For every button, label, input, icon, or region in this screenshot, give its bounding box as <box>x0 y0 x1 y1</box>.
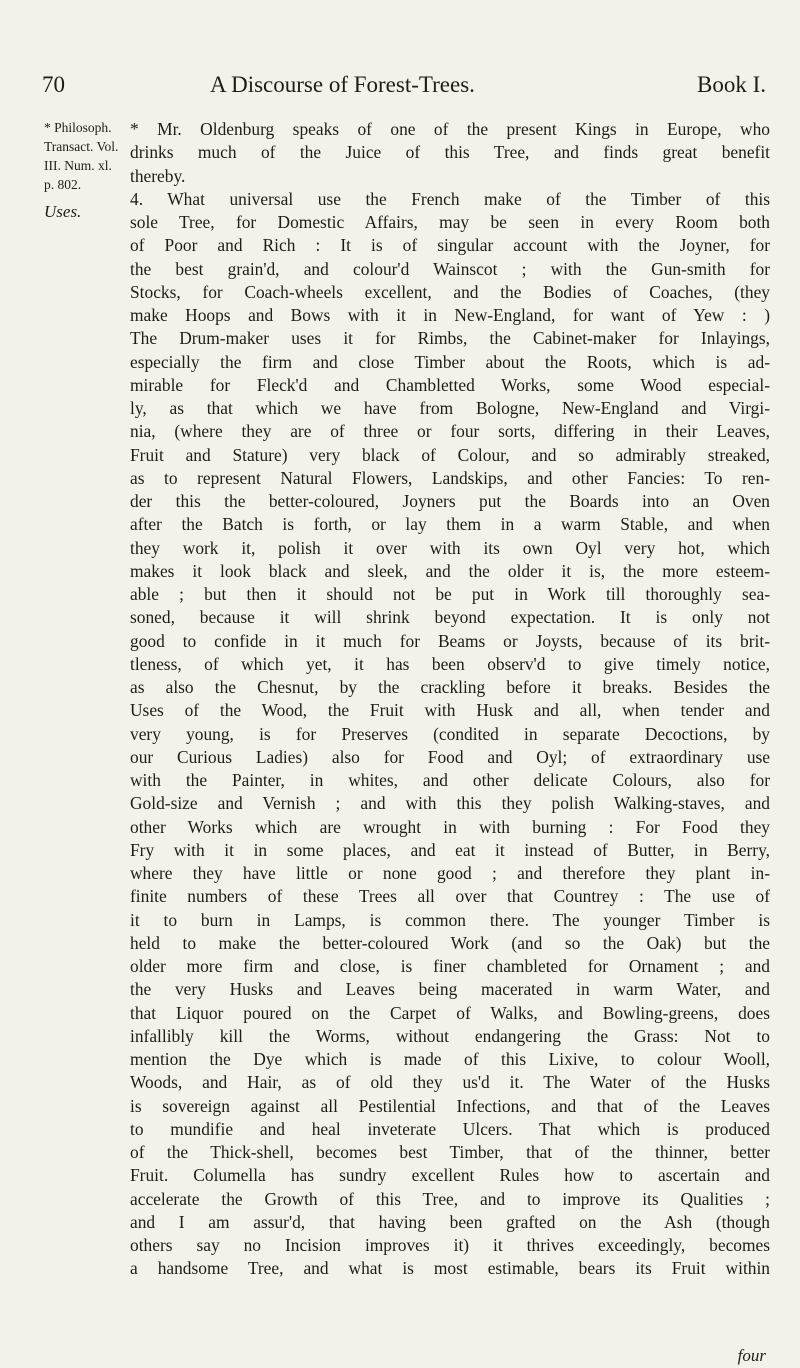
margin-reference: III. Num. xl. <box>44 158 112 173</box>
text-line: the very Husks and Leaves being macerated in warm Water, and <box>130 979 770 1000</box>
text-line: drinks much of the Juice of this Tree, and finds great benefit <box>130 142 770 163</box>
text-line: and I am assur'd, that having been grafted on the Ash (though <box>130 1211 770 1232</box>
text-line: Stocks, for Coach-wheels excellent, and the Bodies of Coaches, (they <box>130 281 770 302</box>
running-title: A Discourse of Forest-Trees. <box>210 72 475 97</box>
text-line: sole Tree, for Domestic Affairs, may be seen in every Room both <box>130 212 770 232</box>
text-line: mirable for Fleck'd and Chambletted Works, some Wood especial- <box>130 374 770 395</box>
text-line: tleness, of which yet, it has been observ'd to give timely notice, <box>130 653 770 674</box>
text-line: nia, (where they are of three or four sorts, differing in their Leaves, <box>130 421 770 442</box>
text-line: The Drum-maker uses it for Rimbs, the Cabinet-maker for Inlayings, <box>130 328 770 349</box>
text-line: where they have little or none good ; and therefore they plant in- <box>130 863 770 883</box>
text-line: older more firm and close, is finer chambleted for Ornament ; and <box>130 956 770 976</box>
text-line: * Mr. Oldenburg speaks of one of the present Kings in Europe, who <box>130 119 770 139</box>
text-line: others say no Incision improves it) it thrives exceedingly, becomes <box>130 1235 770 1255</box>
margin-reference: p. 802. <box>44 177 82 192</box>
text-line: Uses of the Wood, the Fruit with Husk and all, when tender and <box>130 700 770 721</box>
text-line: make Hoops and Bows with it in New-England, for want of Yew : ) <box>130 305 770 325</box>
text-line: 4. What universal use the French make of the Timber of this <box>130 188 770 209</box>
text-line: Woods, and Hair, as of old they us'd it. The Water of the Husks <box>130 1072 770 1093</box>
text-line: Fruit and Stature) very black of Colour, and so admirably streaked, <box>130 444 770 465</box>
text-line: the best grain'd, and colour'd Wainscot ; with the Gun-smith for <box>130 258 770 279</box>
text-line: makes it look black and sleek, and the older it is, the more esteem- <box>130 560 770 581</box>
text-line: is sovereign against all Pestilential Infections, and that of the Leaves <box>130 1095 770 1116</box>
page-header <box>42 72 766 108</box>
text-line: as to represent Natural Flowers, Landskips, and other Fancies: To ren- <box>130 467 770 488</box>
text-line: to mundifie and heal inveterate Ulcers. That which is produced <box>130 1118 770 1139</box>
page-number: 70 <box>42 72 65 97</box>
text-line: finite numbers of these Trees all over that Countrey : The use of <box>130 886 770 907</box>
text-line: good to confide in it much for Beams or Joysts, because of its brit- <box>130 630 770 651</box>
text-line: accelerate the Growth of this Tree, and to improve its Qualities ; <box>130 1188 770 1209</box>
text-line: able ; but then it should not be put in Work till thoroughly sea- <box>130 584 770 604</box>
text-line: as also the Chesnut, by the crackling before it breaks. Besides the <box>130 677 770 697</box>
margin-notes <box>44 118 122 221</box>
margin-reference: Transact. Vol. <box>44 139 119 154</box>
text-line: thereby. <box>130 165 186 186</box>
text-line: of the Thick-shell, becomes best Timber, that of the thinner, better <box>130 1142 770 1162</box>
catchword: four <box>737 1346 766 1365</box>
text-line: Gold-size and Vernish ; and with this they polish Walking-staves, and <box>130 793 770 814</box>
margin-uses-label: Uses. <box>44 202 82 221</box>
text-line: very young, is for Preserves (condited in separate Decoctions, by <box>130 723 770 744</box>
text-line: with the Painter, in whites, and other delicate Colours, also for <box>130 770 770 790</box>
body-text <box>130 118 770 1281</box>
text-line: held to make the better-coloured Work (and so the Oak) but the <box>130 932 770 953</box>
text-line: soned, because it will shrink beyond expectation. It is only not <box>130 607 770 628</box>
text-line: a handsome Tree, and what is most estimable, bears its Fruit within <box>130 1258 770 1279</box>
text-line: our Curious Ladies) also for Food and Oyl; of extraordinary use <box>130 746 770 767</box>
text-line: that Liquor poured on the Carpet of Walks, and Bowling-greens, does <box>130 1002 770 1023</box>
text-line: Fruit. Columella has sundry excellent Rules how to ascertain and <box>130 1165 770 1186</box>
text-line: after the Batch is forth, or lay them in a warm Stable, and when <box>130 514 770 535</box>
text-line: ly, as that which we have from Bologne, New-England and Virgi- <box>130 398 770 418</box>
margin-reference: * Philosoph. <box>44 120 112 135</box>
text-line: other Works which are wrought in with burning : For Food they <box>130 816 770 837</box>
text-line: infallibly kill the Worms, without endangering the Grass: Not to <box>130 1025 770 1046</box>
text-line: it to burn in Lamps, is common there. The younger Timber is <box>130 909 770 930</box>
text-line: they work it, polish it over with its own Oyl very hot, which <box>130 537 770 558</box>
text-line: mention the Dye which is made of this Lixive, to colour Wooll, <box>130 1049 770 1069</box>
text-line: der this the better-coloured, Joyners put the Boards into an Oven <box>130 491 770 511</box>
text-line: Fry with it in some places, and eat it instead of Butter, in Berry, <box>130 839 770 860</box>
text-line: of Poor and Rich : It is of singular account with the Joyner, for <box>130 235 770 256</box>
book-label: Book I. <box>697 72 766 97</box>
text-line: especially the firm and close Timber about the Roots, which is ad- <box>130 351 770 372</box>
